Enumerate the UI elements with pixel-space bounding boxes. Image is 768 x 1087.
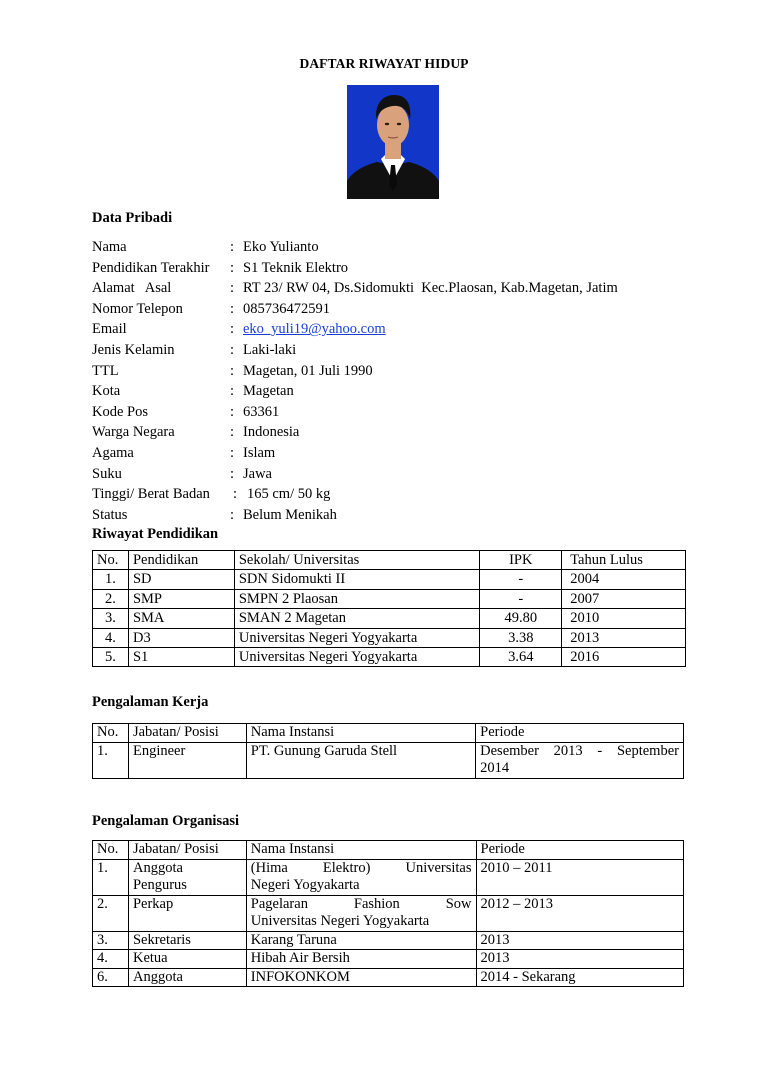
work-period-line-2: 2014 bbox=[480, 760, 510, 776]
work-period-part: - bbox=[597, 742, 603, 759]
education-cell: 3.38 bbox=[480, 628, 562, 647]
org-institution: Hibah Air Bersih bbox=[246, 950, 476, 969]
org-institution-part: Fashion bbox=[353, 895, 400, 912]
document-title: DAFTAR RIWAYAT HIDUP bbox=[299, 56, 469, 71]
personal-row bbox=[92, 258, 692, 279]
education-cell: 5. bbox=[93, 648, 129, 667]
org-period: 2013 bbox=[476, 950, 683, 969]
org-position-line: Anggota bbox=[132, 859, 183, 876]
personal-row bbox=[92, 443, 692, 464]
personal-label: Pendidikan Terakhir bbox=[92, 259, 210, 276]
org-institution-line-1 bbox=[251, 860, 472, 878]
section-heading-personal: Data Pribadi bbox=[92, 210, 173, 226]
header-cell: IPK bbox=[480, 551, 562, 570]
personal-row bbox=[92, 381, 692, 402]
work-header-row bbox=[93, 724, 684, 743]
personal-label: Kota bbox=[92, 383, 121, 400]
personal-row bbox=[92, 402, 692, 423]
org-row bbox=[93, 931, 684, 950]
work-period-part: September bbox=[616, 742, 679, 759]
personal-colon: : bbox=[233, 486, 238, 503]
personal-value: RT 23/ RW 04, Ds.Sidomukti Kec.Plaosan, Kab.Magetan, Jatim bbox=[243, 280, 618, 297]
personal-row bbox=[92, 278, 692, 299]
personal-row bbox=[92, 422, 692, 443]
education-cell: SMPN 2 Plaosan bbox=[234, 589, 479, 608]
education-cell: 2007 bbox=[562, 589, 686, 608]
personal-label: TTL bbox=[92, 362, 119, 379]
header-cell: Nama Instansi bbox=[246, 724, 475, 743]
org-institution-part: Elektro) bbox=[322, 859, 371, 876]
header-cell: Tahun Lulus bbox=[562, 551, 686, 570]
personal-value: Magetan bbox=[243, 383, 294, 400]
org-institution-line-2: Universitas Negeri Yogyakarta bbox=[250, 913, 430, 929]
org-no: 6. bbox=[93, 968, 129, 987]
email-link[interactable]: eko_yuli19@yahoo.com bbox=[243, 321, 386, 338]
personal-row bbox=[92, 464, 692, 485]
personal-colon: : bbox=[230, 300, 235, 317]
org-institution: INFOKONKOM bbox=[246, 968, 476, 987]
education-cell: SMAN 2 Magetan bbox=[234, 609, 479, 628]
section-heading-education: Riwayat Pendidikan bbox=[92, 526, 219, 542]
education-header-row bbox=[93, 551, 686, 570]
org-header-row bbox=[93, 841, 684, 860]
personal-value: Magetan, 01 Juli 1990 bbox=[243, 362, 373, 379]
org-period: 2013 bbox=[476, 931, 683, 950]
education-cell: SDN Sidomukti II bbox=[234, 570, 479, 589]
header-cell: No. bbox=[93, 724, 129, 743]
personal-label: Alamat Asal bbox=[92, 280, 172, 297]
personal-value: Eko Yulianto bbox=[243, 239, 319, 255]
org-institution-part: Sow bbox=[445, 895, 472, 912]
education-cell: 1. bbox=[93, 570, 129, 589]
personal-colon: : bbox=[230, 280, 235, 297]
education-cell: - bbox=[480, 589, 562, 608]
personal-row bbox=[92, 340, 692, 361]
personal-value: Jawa bbox=[243, 465, 272, 482]
work-period-part: 2013 bbox=[553, 742, 583, 759]
education-row bbox=[93, 609, 686, 628]
header-cell: No. bbox=[93, 841, 129, 860]
education-cell: 2. bbox=[93, 589, 129, 608]
personal-row bbox=[92, 361, 692, 382]
education-cell: 4. bbox=[93, 628, 129, 647]
section-heading-organization: Pengalaman Organisasi bbox=[92, 813, 240, 829]
work-position: Engineer bbox=[128, 742, 246, 778]
personal-row bbox=[92, 237, 692, 258]
org-no: 1. bbox=[93, 859, 129, 895]
personal-row bbox=[92, 484, 692, 505]
org-period: 2014 - Sekarang bbox=[476, 968, 683, 987]
personal-value: 63361 bbox=[243, 403, 280, 420]
personal-colon: : bbox=[230, 383, 235, 400]
education-cell: 2016 bbox=[562, 648, 686, 667]
personal-colon: : bbox=[230, 465, 235, 482]
org-row bbox=[93, 968, 684, 987]
org-no: 4. bbox=[93, 950, 129, 969]
personal-colon: : bbox=[230, 321, 235, 338]
org-position: Sekretaris bbox=[128, 931, 246, 950]
personal-label: Warga Negara bbox=[92, 424, 175, 441]
work-table bbox=[92, 723, 684, 779]
personal-label: Status bbox=[92, 506, 128, 523]
personal-colon: : bbox=[230, 259, 235, 276]
header-cell: No. bbox=[93, 551, 129, 570]
org-row bbox=[93, 859, 684, 895]
education-cell: 49.80 bbox=[480, 609, 562, 628]
education-cell: SMP bbox=[128, 589, 234, 608]
header-cell: Jabatan/ Posisi bbox=[128, 724, 246, 743]
section-heading-work: Pengalaman Kerja bbox=[92, 694, 209, 710]
org-institution-line-1 bbox=[251, 896, 472, 914]
personal-colon: : bbox=[230, 362, 235, 379]
org-institution-line-2: Negeri Yogyakarta bbox=[250, 877, 360, 893]
org-position: Perkap bbox=[128, 895, 246, 931]
education-cell: 2013 bbox=[562, 628, 686, 647]
org-institution: Karang Taruna bbox=[246, 931, 476, 950]
personal-label: Kode Pos bbox=[92, 403, 148, 420]
organization-table bbox=[92, 840, 684, 987]
personal-label: Nomor Telepon bbox=[92, 300, 183, 317]
education-cell: 3.64 bbox=[480, 648, 562, 667]
personal-label: Jenis Kelamin bbox=[92, 341, 175, 358]
org-position: Ketua bbox=[128, 950, 246, 969]
header-cell: Sekolah/ Universitas bbox=[234, 551, 479, 570]
education-cell: Universitas Negeri Yogyakarta bbox=[234, 648, 479, 667]
org-institution bbox=[246, 859, 476, 895]
education-cell: 2004 bbox=[562, 570, 686, 589]
personal-value: 165 cm/ 50 kg bbox=[247, 486, 331, 503]
education-row bbox=[93, 628, 686, 647]
personal-value: 085736472591 bbox=[243, 300, 330, 317]
education-cell: D3 bbox=[128, 628, 234, 647]
education-cell: 2010 bbox=[562, 609, 686, 628]
education-cell: SD bbox=[128, 570, 234, 589]
header-cell: Pendidikan bbox=[128, 551, 234, 570]
header-cell: Nama Instansi bbox=[246, 841, 476, 860]
personal-colon: : bbox=[230, 506, 235, 523]
personal-colon: : bbox=[230, 239, 235, 255]
personal-row bbox=[92, 319, 692, 340]
personal-colon: : bbox=[230, 403, 235, 420]
header-cell: Jabatan/ Posisi bbox=[128, 841, 246, 860]
org-no: 2. bbox=[93, 895, 129, 931]
personal-colon: : bbox=[230, 341, 235, 358]
org-row bbox=[93, 950, 684, 969]
org-institution-part: Universitas bbox=[405, 859, 472, 876]
education-cell: Universitas Negeri Yogyakarta bbox=[234, 628, 479, 647]
work-institution: PT. Gunung Garuda Stell bbox=[246, 742, 475, 778]
org-position: Anggota bbox=[128, 968, 246, 987]
org-institution-part: (Hima bbox=[250, 859, 288, 876]
org-institution bbox=[246, 895, 476, 931]
org-position bbox=[128, 859, 246, 895]
work-period bbox=[476, 742, 684, 778]
education-cell: 3. bbox=[93, 609, 129, 628]
org-institution-part: Pagelaran bbox=[250, 895, 308, 912]
org-position-line: Pengurus bbox=[132, 877, 187, 893]
education-cell: SMA bbox=[128, 609, 234, 628]
work-period-part: Desember bbox=[480, 742, 539, 759]
personal-row bbox=[92, 299, 692, 320]
work-period-line-1 bbox=[480, 743, 679, 761]
education-row bbox=[93, 589, 686, 608]
personal-value: Laki-laki bbox=[243, 341, 297, 358]
education-row bbox=[93, 648, 686, 667]
personal-label: Tinggi/ Berat Badan bbox=[92, 486, 210, 503]
personal-label: Email bbox=[92, 321, 127, 338]
personal-label: Suku bbox=[92, 465, 122, 482]
org-period: 2010 – 2011 bbox=[476, 859, 683, 895]
org-period: 2012 – 2013 bbox=[476, 895, 683, 931]
personal-value: Indonesia bbox=[243, 424, 300, 441]
personal-value: S1 Teknik Elektro bbox=[243, 259, 349, 276]
personal-value: Belum Menikah bbox=[243, 506, 337, 523]
header-cell: Periode bbox=[476, 724, 684, 743]
education-cell: S1 bbox=[128, 648, 234, 667]
org-no: 3. bbox=[93, 931, 129, 950]
profile-photo-image bbox=[347, 85, 439, 199]
org-row bbox=[93, 895, 684, 931]
work-row bbox=[93, 742, 684, 778]
personal-colon: : bbox=[230, 444, 235, 461]
education-row bbox=[93, 570, 686, 589]
personal-value: Islam bbox=[243, 444, 276, 461]
personal-label: Agama bbox=[92, 444, 134, 461]
personal-label: Nama bbox=[92, 239, 127, 255]
personal-row bbox=[92, 505, 692, 526]
personal-colon: : bbox=[230, 424, 235, 441]
profile-photo bbox=[347, 85, 439, 199]
education-table bbox=[92, 550, 686, 667]
header-cell: Periode bbox=[476, 841, 683, 860]
personal-data-list bbox=[92, 237, 692, 525]
work-no: 1. bbox=[93, 742, 129, 778]
education-cell: - bbox=[480, 570, 562, 589]
